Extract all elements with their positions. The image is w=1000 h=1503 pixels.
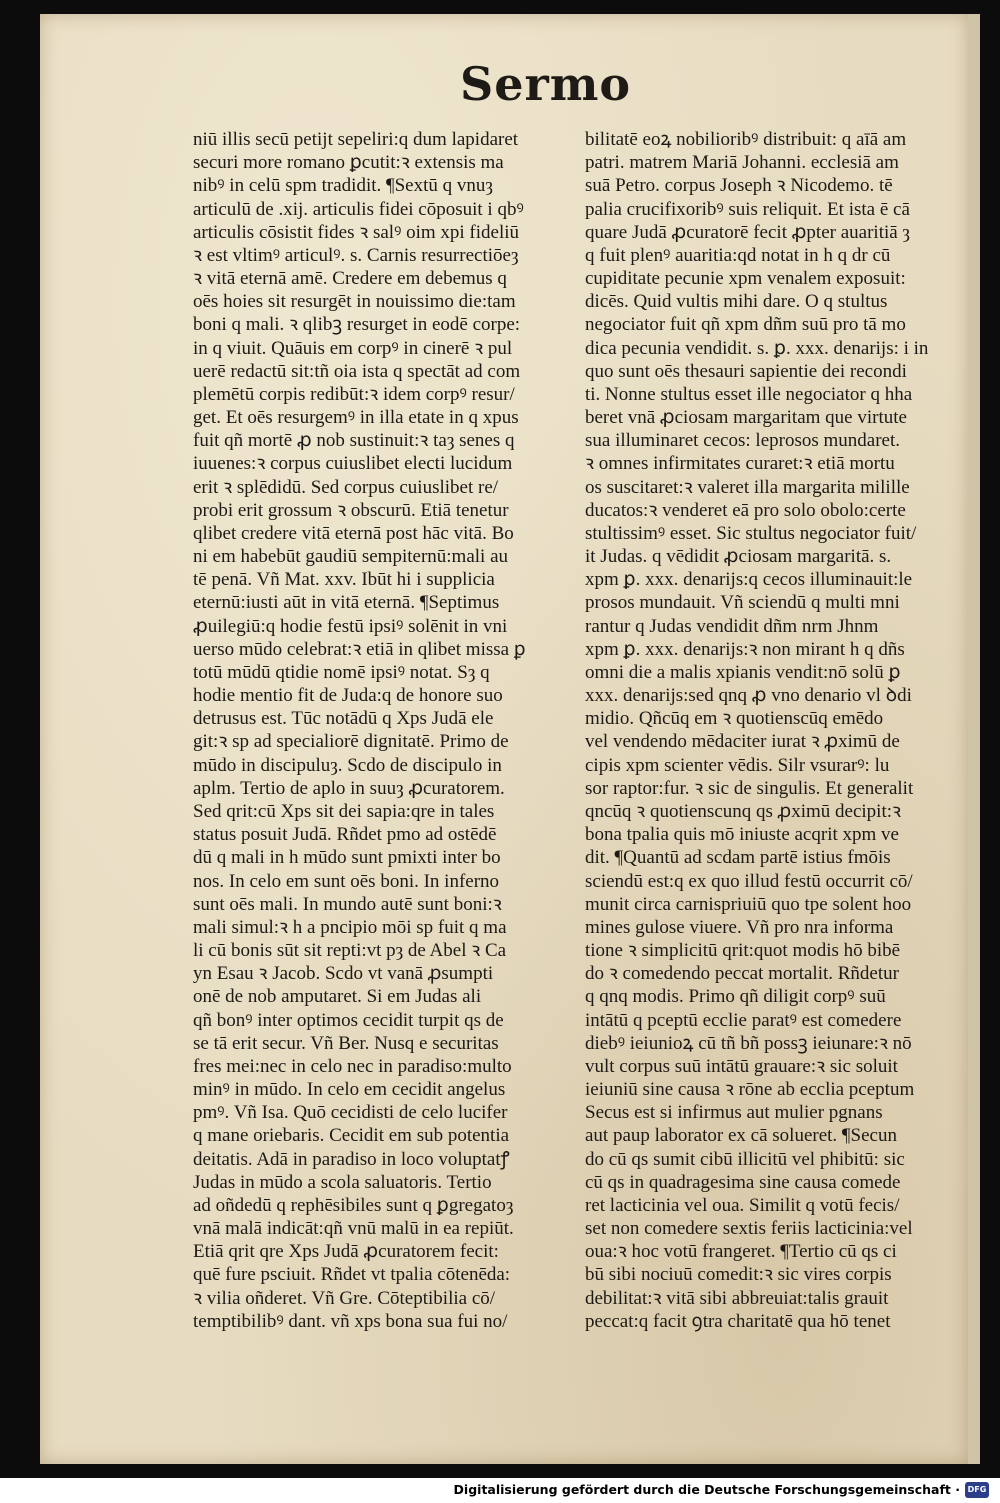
text-column-left: [193, 128, 573, 1333]
text-line: peccat:q facit ꝯtra charitatē qua hō tenet: [585, 1310, 891, 1332]
text-line: uerē redactū sit:tñ oia ista q spectāt ad com: [193, 360, 521, 382]
text-line: patri. matrem Mariā Johanni. ecclesiā am: [585, 152, 899, 174]
text-line: do cū qs sumit cibū illicitū vel phibitū: sic: [585, 1148, 905, 1170]
text-line: onē de nob amputaret. Si em Judas ali: [193, 986, 482, 1008]
text-line: Sed qrit:cū Xps sit dei sapia:qre in tales: [193, 800, 495, 822]
text-line: articulis cōsistit fides ꝛ salꝰ oim xpi fideliū: [193, 221, 520, 243]
text-line: suā Petro. corpus Joseph ꝛ Nicodemo. tē: [585, 175, 893, 197]
text-line: ꝛ omnes infirmitates curaret:ꝛ etiā mortu: [585, 453, 895, 475]
text-line: prosos mundauit. Vñ sciendū q multi mni: [585, 592, 900, 614]
text-line: securi more romano ꝑcutit:ꝛ extensis ma: [193, 152, 504, 174]
text-line: sunt oēs mali. In mundo autē sunt boni:ꝛ: [193, 893, 502, 915]
text-line: cupiditate pecunie xpm venalem exposuit:: [585, 268, 906, 290]
text-line: cū qs in quadragesima sine causa comede: [585, 1171, 901, 1193]
funding-credit: Digitalisierung gefördert durch die Deutsche Forschungsgemeinschaft ·: [453, 1482, 960, 1497]
text-line: vnā malā indicāt:qñ vnū malū in ea repiūt.: [193, 1218, 514, 1240]
text-line: niū illis secū petijt sepeliri:q dum lapidaret: [193, 129, 519, 150]
text-line: intātū q pceptū ecclie paratꝰ est comedere: [585, 1009, 902, 1031]
text-line: set non comedere sextis feriis lacticinia:vel: [585, 1218, 913, 1240]
text-line: munit circa carnispriuiū quo tpe solent hoo: [585, 893, 912, 915]
text-line: mali simul:ꝛ h a pncipio mōi sp fuit q ma: [193, 916, 507, 938]
running-head: Sermo: [460, 57, 632, 111]
text-line: qñ bonꝰ inter optimos cecidit turpit qs de: [193, 1009, 504, 1031]
text-line: hodie mentio fit de Juda:q de honore suo: [193, 685, 503, 707]
text-line: quē fure psciuit. Rñdet vt tpalia cōtenēda:: [193, 1264, 511, 1286]
text-line: negociator fuit qñ xpm dñm suū pro tā mo: [585, 314, 906, 336]
dfg-logo-label: DFG: [967, 1485, 987, 1494]
page-edge: [968, 14, 980, 1464]
text-line: Secus est si infirmus aut mulier pgnans: [585, 1102, 883, 1124]
text-line: ieiuniū sine causa ꝛ rōne ab ecclia pceptum: [585, 1079, 915, 1101]
text-line: fuit qñ mortē ꝓ nob sustinuit:ꝛ taȝ senes q: [193, 430, 515, 452]
text-line: minꝰ in mūdo. In celo em cecidit angelus: [193, 1079, 506, 1101]
text-line: palia crucifixoribꝰ suis reliquit. Et ista ē cā: [585, 198, 910, 220]
text-line: oua:ꝛ hoc votū frangeret. ¶Tertio cū qs ci: [585, 1241, 897, 1263]
text-line: nos. In celo em sunt oēs boni. In inferno: [193, 870, 500, 892]
text-line: li cū bonis sūt sit repti:vt pȝ de Abel ꝛ Ca: [193, 940, 507, 962]
text-line: vult corpus suū intātū grauare:ꝛ sic soluit: [585, 1055, 898, 1077]
text-line: detrusus est. Tūc notādū q Xps Judā ele: [193, 708, 494, 730]
text-line: deitatis. Adā in paradiso in loco voluptatꝭ: [193, 1148, 510, 1170]
text-line: dica pecunia vendidit. s. ꝑ. xxx. denarijs: i in: [585, 337, 929, 359]
text-line: q qnq modis. Primo qñ diligit corpꝰ suū: [585, 986, 886, 1008]
text-line: ad oñdedū q rephēsibiles sunt q ꝑgregatoȝ: [193, 1194, 514, 1216]
text-line: dū q mali in h mūdo sunt pmixti inter bo: [193, 847, 501, 869]
text-line: quare Judā ꝓcuratorē fecit ꝓpter auaritiā ȝ: [585, 221, 910, 243]
text-line: ꝛ vitā eternā amē. Credere em debemus q: [193, 268, 507, 290]
text-line: mines gulose viuere. Vñ pro nra informa: [585, 916, 894, 938]
text-line: get. Et oēs resurgemꝰ in illa etate in q xpus: [193, 407, 519, 429]
text-line: Judas in mūdo a scola saluatoris. Tertio: [193, 1171, 492, 1193]
text-line: q mane oriebaris. Cecidit em sub potentia: [193, 1125, 510, 1147]
text-line: do ꝛ comedendo peccat mortalit. Rñdetur: [585, 963, 899, 985]
text-line: articulū de .xij. articulis fidei cōposuit i qbꝰ: [193, 198, 524, 220]
text-line: diebꝰ ieiunioꝝ cū tñ bñ possꝫ ieiunare:ꝛ nō: [585, 1032, 912, 1054]
text-line: tē penā. Vñ Mat. xxv. Ibūt hi i supplicia: [193, 569, 495, 591]
text-line: probi erit grossum ꝛ obscurū. Etiā tenetur: [193, 499, 509, 521]
text-line: xxx. denarijs:sed qnq ꝓ vno denario vl ꝺdi: [585, 685, 912, 707]
text-line: qncūq ꝛ quotienscunq qs ꝓximū decipit:ꝛ: [585, 800, 902, 822]
text-line: aplm. Tertio de aplo in suuȝ ꝓcuratorem.: [193, 777, 505, 799]
text-line: fres mei:nec in celo nec in paradiso:multo: [193, 1055, 512, 1077]
text-line: q fuit plenꝰ auaritia:qd notat in h q dr cū: [585, 244, 891, 266]
text-line: qlibet credere vitā eternā post hāc vitā. Bo: [193, 522, 514, 544]
text-line: omni die a malis xpianis vendit:nō solū ꝑ: [585, 661, 901, 683]
text-line: ni em habebūt gaudiū sempiternū:mali au: [193, 546, 509, 568]
dfg-logo-icon: [965, 1482, 989, 1498]
text-line: rantur q Judas vendidit dñm nrm Jhnm: [585, 615, 879, 637]
text-line: erit ꝛ splēdidū. Sed corpus cuiuslibet re/: [193, 476, 499, 498]
text-line: nibꝰ in celū spm tradidit. ¶Sextū q vnuȝ: [193, 175, 493, 197]
text-line: Etiā qrit qre Xps Judā ꝓcuratorem fecit:: [193, 1241, 499, 1263]
text-line: oēs hoies sit resurgēt in nouissimo die:tam: [193, 291, 516, 313]
text-line: totū mūdū qtidie nomē ipsiꝰ notat. Sȝ q: [193, 661, 490, 683]
text-line: debilitat:ꝛ vitā sibi abbreuiat:talis grauit: [585, 1287, 889, 1309]
text-line: xpm ꝑ. xxx. denarijs:q cecos illuminauit:le: [585, 569, 913, 591]
text-line: eternū:iusti aūt in vitā eternā. ¶Septimus: [193, 592, 500, 614]
text-line: dicēs. Quid vultis mihi dare. O q stultus: [585, 291, 888, 313]
text-line: beret vnā ꝓciosam margaritam que virtute: [585, 407, 907, 429]
text-line: midio. Qñcūq em ꝛ quotienscūq emēdo: [585, 708, 884, 730]
text-line: quo sunt oēs thesauri sapientie dei recondi: [585, 360, 907, 382]
text-line: ꝛ est vltimꝰ articulꝰ. s. Carnis resurrectiōeȝ: [193, 244, 519, 266]
text-line: boni q mali. ꝛ qlibꝫ resurget in eodē corpe:: [193, 314, 521, 336]
text-line: temptibilibꝰ dant. vñ xps bona sua fui no/: [193, 1310, 508, 1332]
text-line: ꝓuilegiū:q hodie festū ipsiꝰ solēnit in vni: [193, 615, 508, 637]
text-line: stultissimꝰ esset. Sic stultus negociator fuit/: [585, 522, 917, 544]
text-line: it Judas. q vēdidit ꝓciosam margaritā. s.: [585, 546, 892, 568]
text-line: plemētū corpis redibūt:ꝛ idem corpꝰ resur/: [193, 383, 515, 405]
text-line: sor raptor:fur. ꝛ sic de singulis. Et generalit: [585, 777, 914, 799]
text-line: ti. Nonne stultus esset ille negociator q hha: [585, 383, 913, 405]
text-line: ducatos:ꝛ venderet eā pro solo obolo:certe: [585, 499, 906, 521]
text-line: cipis xpm scienter vēdis. Silr vsurarꝰ: lu: [585, 754, 890, 776]
text-line: in q viuit. Quāuis em corpꝰ in cinerē ꝛ pul: [193, 337, 513, 359]
text-line: aut paup laborator ex cā solueret. ¶Secun: [585, 1125, 897, 1147]
text-line: vel vendendo mēdaciter iurat ꝛ ꝓximū de: [585, 731, 900, 753]
text-line: pmꝰ. Vñ Isa. Quō cecidisti de celo lucifer: [193, 1102, 508, 1124]
text-line: bona tpalia quis mō iniuste acqrit xpm ve: [585, 824, 899, 846]
text-line: status posuit Judā. Rñdet pmo ad ostēdē: [193, 824, 497, 846]
text-line: tione ꝛ simplicitū qrit:quot modis hō bibē: [585, 940, 901, 962]
text-line: git:ꝛ sp ad specialiorē dignitatē. Primo de: [193, 731, 509, 753]
text-line: ꝛ vilia oñderet. Vñ Gre. Cōteptibilia cō/: [193, 1287, 496, 1309]
text-line: os suscitaret:ꝛ valeret illa margarita milille: [585, 476, 910, 498]
text-line: uerso mūdo celebrat:ꝛ etiā in qlibet missa ꝑ: [193, 638, 526, 660]
text-column-right: [585, 128, 965, 1333]
text-line: ret lacticinia vel oua. Similit q votū fecis/: [585, 1194, 900, 1216]
text-line: yn Esau ꝛ Jacob. Scdo vt vanā ꝓsumpti: [193, 963, 494, 985]
text-line: sciendū est:q ex quo illud festū occurrit cō/: [585, 870, 913, 892]
text-line: dit. ¶Quantū ad scdam partē istius fmōis: [585, 847, 891, 869]
text-line: mūdo in discipuluȝ. Scdo de discipulo in: [193, 754, 502, 776]
text-line: xpm ꝑ. xxx. denarijs:ꝛ non mirant h q dñs: [585, 638, 905, 660]
text-line: se tā erit secur. Vñ Ber. Nusq e securitas: [193, 1032, 499, 1054]
text-line: sua illuminaret cecos: leprosos mundaret.: [585, 430, 900, 452]
text-line: iuuenes:ꝛ corpus cuiuslibet electi lucidum: [193, 453, 513, 475]
text-line: bū sibi nociuū comedit:ꝛ sic vires corpis: [585, 1264, 892, 1286]
text-line: bilitatē eoꝝ nobilioribꝰ distribuit: q aīā am: [585, 129, 907, 150]
